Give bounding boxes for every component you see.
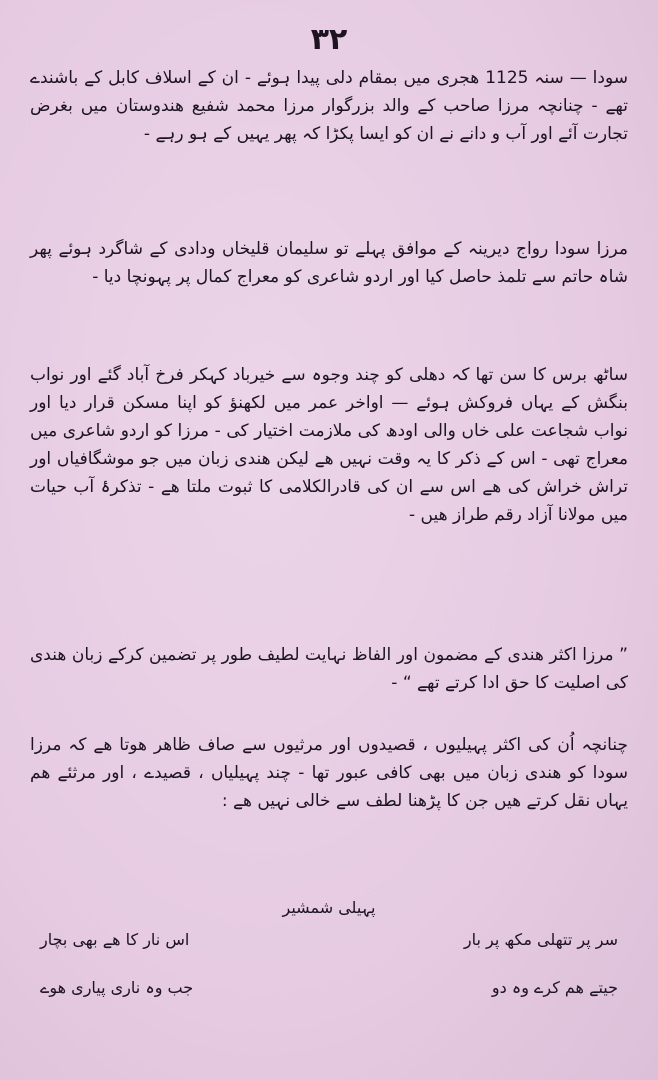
- page-number: ٣٢: [310, 22, 348, 57]
- verse-line: [40, 978, 618, 997]
- paragraph-sauda-birth: سودا — سنہ 1125 ھجری میں بمقام دلی پیدا ہوئے - ان کے اسلاف کابل کے باشندے تھے - چنانچہ مرزا صاحب کے والد بزرگوار مرزا محمد شفیع ھندوستان میں بغرض تجارت آئے اور آب و دانے نے ان کو ایسا پکڑا کہ پھر یہیں کے ہو رہے -: [30, 68, 628, 144]
- verse-hemistich-second: جب وہ ناری پیاری ھوے: [40, 978, 194, 997]
- verse-line: [40, 930, 618, 949]
- verse-hemistich-first: جیتے ھم کرے وہ دو: [491, 978, 618, 997]
- quotation-azad: ” مرزا اکثر ھندی کے مضمون اور الفاظ نہایت لطیف طور پر تضمین کرکے زبان ھندی کی اصلیت کا حق ادا کرتے تھے “ -: [30, 645, 628, 693]
- verse-hemistich-first: سر پر تتھلی مکھ پر بار: [463, 930, 618, 949]
- paragraph-hindi-mastery: چنانچہ اُن کی اکثر پہیلیوں ، قصیدوں اور مرثیوں سے صاف ظاھر ھوتا ھے کہ مرزا سودا کو ھندی زبان میں بھی کافی عبور تھا - چند پہیلیاں ، قصیدے ، اور مرثئے ھم یہاں نقل کرتے ھیں جن کا پڑھنا لطف سے خالی نہیں ھے :: [30, 735, 628, 811]
- verse-title: پہیلی شمشیر: [282, 898, 376, 917]
- paragraph-sauda-teachers: مرزا سودا رواج دیرینہ کے موافق پہلے تو سلیمان قلیخاں ودادی کے شاگرد ہوئے پھر شاہ حاتم سے تلمذ حاصل کیا اور اردو شاعری کو معراج کمال پر پہونچا دیا -: [30, 239, 628, 287]
- verse-hemistich-second: اس نار کا ھے بھی بچار: [40, 930, 190, 949]
- paragraph-sauda-life: ساٹھ برس کا سن تھا کہ دھلی کو چند وجوہ سے خیرباد کہکر فرخ آباد گئے اور نواب بنگش کے یہاں فروکش ہوئے — اواخر عمر میں لکھنؤ کو اپنا مسکن قرار دیا اور نواب شجاعت علی خاں والی اودھ کی ملازمت اختیار کی - مرزا کو اردو شاعری میں معراج تھی - اس کے ذکر کا یہ وقت نہیں ھے لیکن ھندی زبان میں جو موشگافیاں اور تراش خراش کی ھے اس سے ان کی قادرالکلامی کا ثبوت ملتا ھے - تذکرۂ آب حیات میں مولانا آزاد رقم طراز ھیں -: [30, 365, 628, 525]
